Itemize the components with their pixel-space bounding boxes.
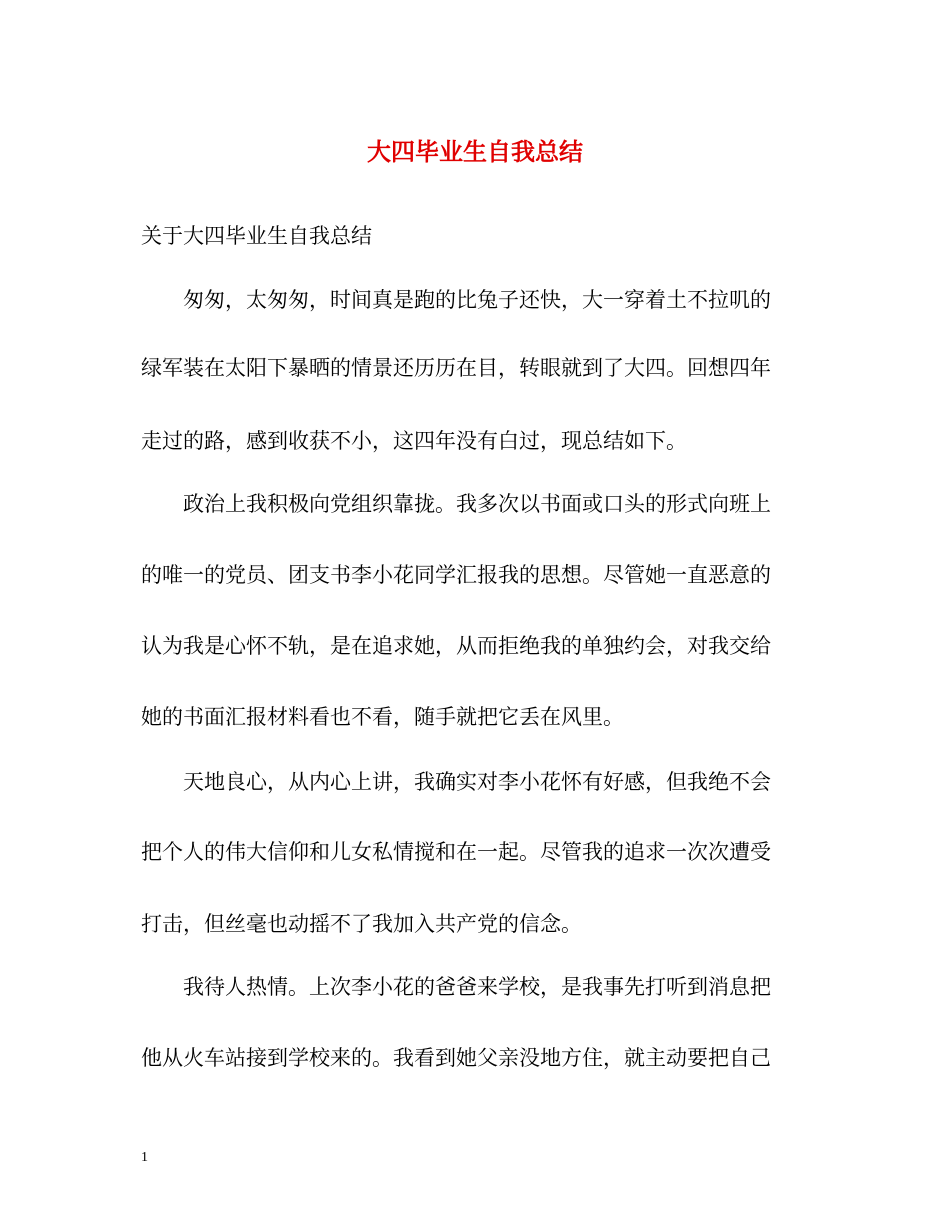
document-title: 大四毕业生自我总结: [367, 138, 583, 166]
paragraph-line: 天地良心，从内心上讲，我确实对李小花怀有好感，但我绝不会: [183, 770, 771, 794]
page-number: 1: [141, 1150, 148, 1165]
paragraph-line: 走过的路，感到收获不小，这四年没有白过，现总结如下。: [141, 429, 687, 453]
document-subtitle: 关于大四毕业生自我总结: [141, 224, 372, 248]
paragraph-line: 绿军装在太阳下暴晒的情景还历历在目，转眼就到了大四。回想四年: [141, 356, 771, 380]
paragraph-line: 政治上我积极向党组织靠拢。我多次以书面或口头的形式向班上: [183, 492, 771, 516]
paragraph-line: 匆匆，太匆匆，时间真是跑的比兔子还快，大一穿着土不拉叽的: [183, 288, 771, 312]
paragraph-line: 认为我是心怀不轨，是在追求她，从而拒绝我的单独约会，对我交给: [141, 634, 771, 658]
paragraph-line: 我待人热情。上次李小花的爸爸来学校，是我事先打听到消息把: [183, 975, 771, 999]
paragraph-line: 把个人的伟大信仰和儿女私情搅和在一起。尽管我的追求一次次遭受: [141, 840, 771, 864]
paragraph-line: 打击，但丝毫也动摇不了我加入共产党的信念。: [141, 912, 582, 936]
paragraph-line: 的唯一的党员、团支书李小花同学汇报我的思想。尽管她一直恶意的: [141, 563, 771, 587]
paragraph-line: 他从火车站接到学校来的。我看到她父亲没地方住，就主动要把自己: [141, 1046, 771, 1070]
paragraph-line: 她的书面汇报材料看也不看，随手就把它丢在风里。: [141, 705, 624, 729]
